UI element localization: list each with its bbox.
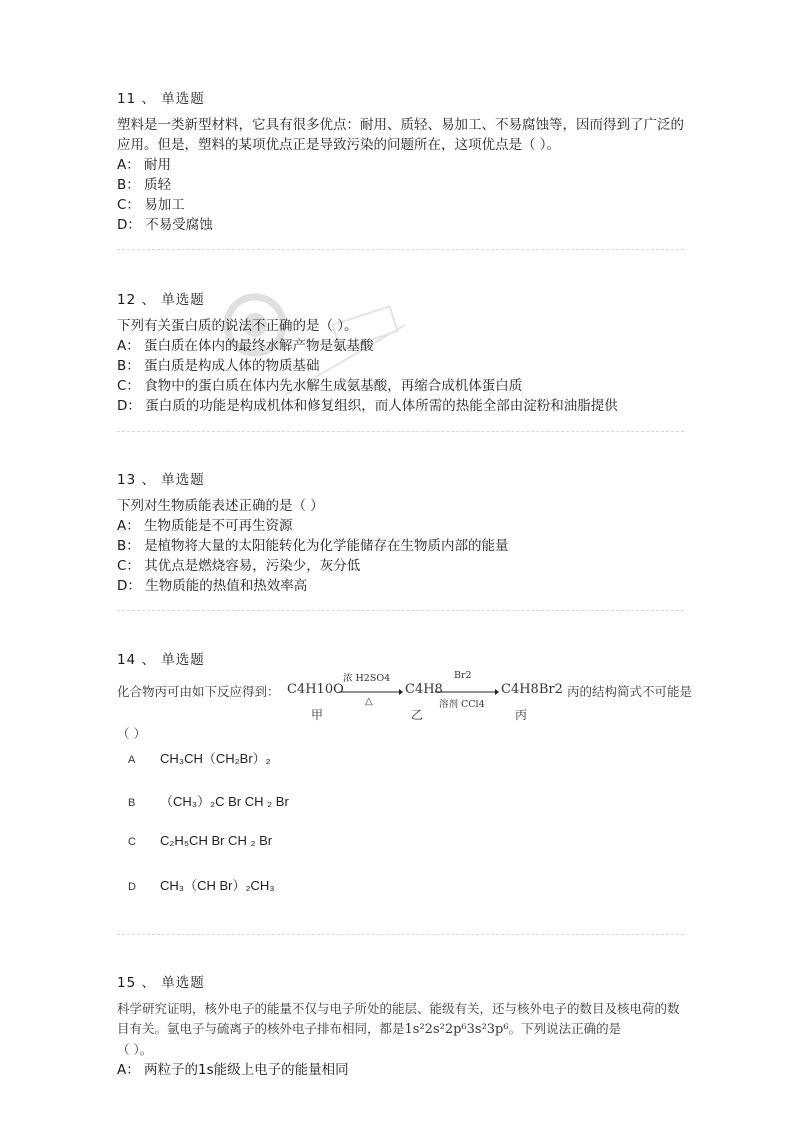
reagent2-top: Br2	[454, 670, 472, 681]
question-stem: 下列对生物质能表述正确的是（ ）	[117, 498, 324, 514]
option-b[interactable]: B （CH₃）₂C Br CH ₂ Br	[128, 794, 289, 809]
option-d[interactable]: D： 不易受腐蚀	[117, 217, 213, 233]
divider	[117, 431, 684, 432]
question-header: 14 、 单选题	[117, 652, 205, 668]
question-header: 12 、 单选题	[117, 292, 205, 308]
option-c[interactable]: C： 食物中的蛋白质在体内先水解生成氨基酸，再缩合成机体蛋白质	[117, 378, 523, 394]
question-type: 单选题	[161, 975, 205, 991]
reaction-arrow-2	[435, 688, 499, 696]
question-type: 单选题	[161, 91, 205, 107]
question-number: 13	[117, 472, 137, 488]
option-c[interactable]: C C₂H₅CH Br CH ₂ Br	[128, 833, 273, 848]
stem-suffix: 丙的结构简式不可能是	[567, 684, 693, 699]
label-jia: 甲	[311, 708, 324, 722]
option-a[interactable]: A CH₃CH（CH₂Br）₂	[128, 751, 271, 766]
question-number: 11	[117, 91, 137, 107]
reactant-formula: C4H10O	[287, 682, 344, 697]
question-stem: 科学研究证明，核外电子的能量不仅与电子所处的能层、能级有关，还与核外电子的数目及核电荷的数目有关。氩电子与硫离子的核外电子排布相同，都是1s²2s²2p⁶3s²3p⁶。下列说法正确的是 （ ）。	[117, 1001, 680, 1057]
label-bing: 丙	[515, 708, 528, 722]
question-13	[117, 468, 687, 596]
electron-config: 1s²2s²2p⁶3s²3p⁶	[404, 1022, 509, 1037]
reaction-scheme	[117, 670, 697, 726]
option-d[interactable]: D CH₃（CH Br）₂CH₃	[128, 878, 275, 893]
question-14	[117, 648, 687, 676]
question-header: 13 、 单选题	[117, 472, 205, 488]
option-d[interactable]: D： 生物质能的热值和热效率高	[117, 578, 308, 594]
reaction-arrow-1	[339, 688, 403, 696]
product-formula: C4H8Br2	[501, 682, 563, 697]
option-b[interactable]: B： 是植物将大量的太阳能转化为化学能储存在生物质内部的能量	[117, 538, 509, 554]
question-type: 单选题	[161, 292, 205, 308]
label-yi: 乙	[411, 708, 424, 722]
divider	[117, 610, 684, 611]
question-stem: 塑料是一类新型材料，它具有很多优点：耐用、质轻、易加工、不易腐蚀等，因而得到了广泛的应用。但是，塑料的某项优点正是导致污染的问题所在，这项优点是（ ）。	[117, 117, 684, 153]
reagent1-bottom: △	[365, 696, 373, 707]
question-number: 15	[117, 975, 137, 991]
question-15	[117, 971, 687, 1080]
stem-prefix: 化合物丙可由如下反应得到：	[117, 684, 280, 699]
intermediate-formula: C4H8	[405, 682, 443, 697]
stem-paren: （ ）	[117, 726, 146, 741]
option-a[interactable]: A： 耐用	[117, 157, 172, 173]
reagent2-bottom: 溶剂 CCl4	[439, 699, 485, 710]
option-a[interactable]: A： 生物质能是不可再生资源	[117, 518, 293, 534]
option-b[interactable]: B： 质轻	[117, 177, 172, 193]
option-c[interactable]: C： 其优点是燃烧容易，污染少，灰分低	[117, 558, 361, 574]
divider	[117, 934, 684, 935]
question-header: 15 、 单选题	[117, 975, 205, 991]
question-type: 单选题	[161, 472, 205, 488]
question-12	[117, 288, 687, 416]
option-a[interactable]: A： 蛋白质在体内的最终水解产物是氨基酸	[117, 338, 374, 354]
option-a[interactable]: A： 两粒子的1s能级上电子的能量相同	[117, 1062, 349, 1078]
question-header: 11 、 单选题	[117, 91, 205, 107]
reagent1-top: 浓 H2SO4	[343, 673, 391, 684]
option-c[interactable]: C： 易加工	[117, 197, 185, 213]
divider	[117, 249, 684, 250]
question-stem: 下列有关蛋白质的说法不正确的是（ ）。	[117, 318, 358, 334]
option-b[interactable]: B： 蛋白质是构成人体的物质基础	[117, 358, 320, 374]
question-11	[117, 87, 687, 235]
question-type: 单选题	[161, 652, 205, 668]
option-d[interactable]: D： 蛋白质的功能是构成机体和修复组织，而人体所需的热能全部由淀粉和油脂提供	[117, 398, 618, 414]
question-number: 14	[117, 652, 137, 668]
question-number: 12	[117, 292, 137, 308]
